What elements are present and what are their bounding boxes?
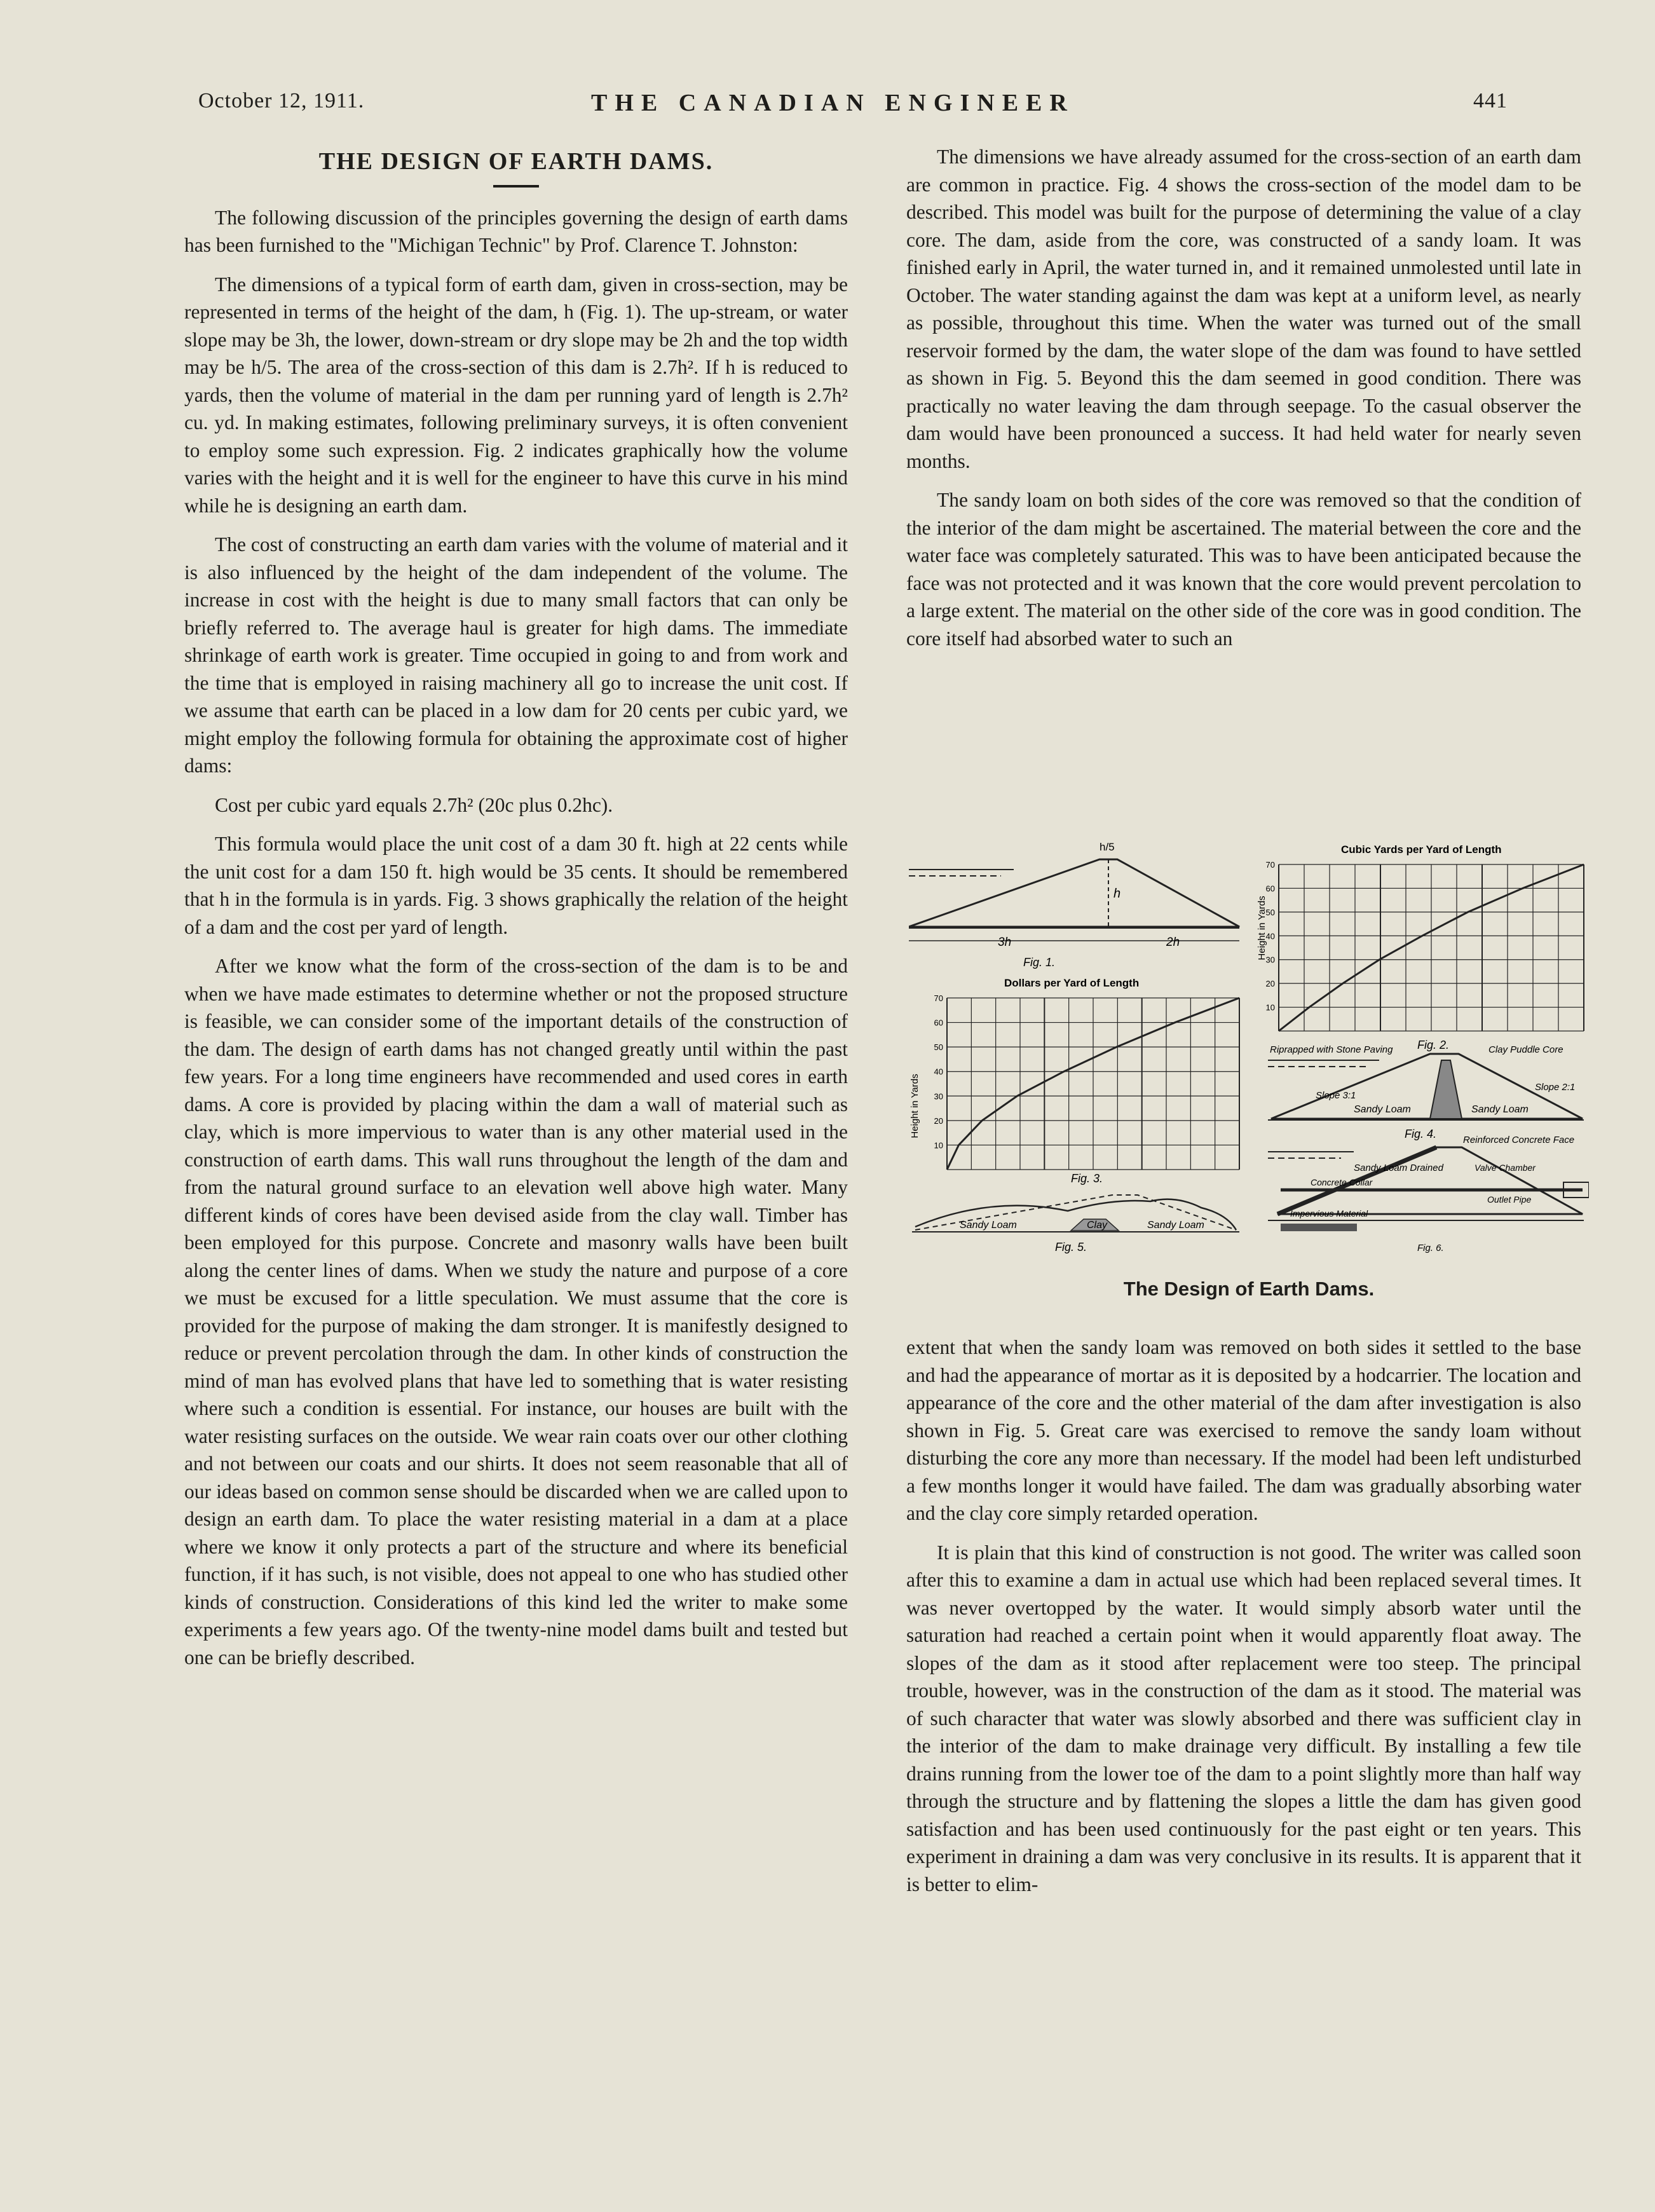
header-date: October 12, 1911. [198, 89, 365, 113]
y-tick-label: 70 [1265, 860, 1275, 870]
paragraph: The dimensions of a typical form of earth dam, given in cross-section, may be represented in terms of the height of the dam, h (Fig. 1). The up-stream, or water slope may be 3h, the lower, down-stream or dry slope may be 2h and the top width may be h/5. The area of the cross-section of this dam is 2.7h². If h is reduced to yards, then the volume of material in the dam per running yard of length is 2.7h² cu. yd. In making estimates, following preliminary surveys, it is often convenient to employ some such expression. Fig. 2 indicates graphically how the volume varies with the height and it is well for the engineer to have this curve in his mind while he is designing an earth dam. [184, 273, 848, 517]
y-tick-label: 60 [934, 1018, 943, 1028]
paragraph: The cost of constructing an earth dam varies with the volume of material and it is also influenced by the height of the dam independent of the volume. The increase in cost with the height is due to many small factors that can only be briefly referred to. The average haul is greater for high dams. The immediate shrinkage of earth work is greater. Time occupied in going to and from work and the time that is employed in raising machinery all go to increase the unit cost. If we assume that earth can be placed in a low dam for 20 cents per cubic yard, we might employ the following formula for obtaining the approximate cost of higher dams: [184, 533, 848, 777]
paragraph: After we know what the form of the cross-section of the dam is to be and when we have made estimates to determine whether or not the proposed structure is feasible, we can consider some of the important details of the construction of the dam. The design of earth dams has not changed greatly until within the past few years. For a long time engineers have recommended and used cores in earth dams. A core is provided by placing within the dam a wall of material such as clay, which is more impervious to water than is any other material used in the construction of earth dams. This wall runs throughout the length of the dam and from the natural ground surface to an elevation well above high water. Many different kinds of cores have been devised aside from the clay wall. Timber has been employed for this purpose. Concrete and masonry walls have been built along the center lines of dams. When we study the nature and purpose of a core we must be excused for a little speculation. We must assume that the core is provided for the purpose of making the dam stronger. It is manifestly designed to reduce or prevent percolation through the dam. In other kinds of construction the mind of man has evolved plans that have led to something that is water resisting where such a condition is essential. For instance, our houses are built with the water resisting surfaces on the outside. We wear rain coats over our other clothing and not between our coats and our shirts. It does not seem reasonable that all of our ideas based on common sense should be discarded when we are called upon to design an earth dam. To place the water resisting material in a dam at a place where we know it only protects a part of the structure and where its beneficial function, if it has such, is not visible, does not appeal to one who has studied other kinds of construction. Considerations of this kind led the writer to make some experiments a few years ago. Of the twenty-nine model dams built and tested but one can be briefly described. [184, 955, 848, 1669]
y-tick-label: 30 [934, 1091, 943, 1102]
y-tick-label: 10 [1265, 1002, 1275, 1013]
figures-svg [909, 839, 1589, 1278]
left-column [184, 143, 848, 1683]
fig1-top-label: h/5 [1100, 841, 1115, 853]
fig5-loam-right-label: Sandy Loam [1147, 1220, 1204, 1231]
fig4-model-dam [1268, 1044, 1584, 1140]
paragraph: It is plain that this kind of construction is not good. The writer was called soon after this to examine a dam in actual use which had been replaced several times. It was never overtopped by the water. It would simply absorb water until the saturation had reached a certain point when it would apparently float away. The slopes of the dam as it stood after replacement were too steep. The principal trouble, however, was in the construction of the dam as it stood. The material was of such character that water was slowly absorbed and there was sufficient clay in the interior of the dam to make drainage very difficult. By installing a few tile drains running from the lower toe of the dam to a point slightly more than half way through the structure and by flattening the slopes a little the dam has given good satisfaction and has been used continuously for the past eight or ten years. This experiment in draining a dam was very conclusive in its results. It is apparent that it is better to elim- [906, 1541, 1581, 1895]
fig5-label: Fig. 5. [1055, 1241, 1087, 1253]
y-tick-label: 10 [934, 1140, 943, 1150]
fig5-clay-label: Clay [1087, 1220, 1108, 1231]
fig6-impervious-label: Impervious Material [1290, 1208, 1368, 1219]
fig1-dam-cross-section [909, 841, 1239, 969]
paragraph: The dimensions we have already assumed for the cross-section of an earth dam are common in practice. Fig. 4 shows the cross-section of the model dam to be described. This model was built for the purpose of determining the value of a clay core. The dam, aside from the core, was constructed of a sandy loam. It was finished early in April, the water turned in, and it remained unmolested until late in October. The water standing against the dam was kept at a uniform level, as nearly as possible, throughout this time. When the water was turned out of the small reservoir formed by the dam, the water slope of the dam was found to have settled as shown in Fig. 5. Beyond this the dam seemed in good condition. There was practically no water leaving the dam through seepage. To the casual observer the dam would have been pronounced a success. It had held water for nearly seven months. [906, 146, 1581, 472]
fig6-chamber-label: Valve Chamber [1475, 1163, 1536, 1173]
fig1-downstream-label: 2h [1166, 936, 1180, 949]
fig4-clay-core [1430, 1060, 1462, 1119]
fig3-title: Dollars per Yard of Length [1004, 977, 1140, 989]
fig6-collar-label: Concrete Collar [1311, 1177, 1373, 1187]
y-tick-label: 20 [934, 1116, 943, 1126]
fig1-height-label: h [1114, 887, 1121, 901]
right-column-top [906, 143, 1581, 664]
fig2-y-ticks [1266, 860, 1275, 1013]
figure-panel [909, 839, 1589, 1309]
fig4-slope-down-label: Slope 2:1 [1535, 1082, 1576, 1093]
fig2-label: Fig. 2. [1417, 1039, 1450, 1051]
fig3-label: Fig. 3. [1071, 1172, 1103, 1185]
fig3-ylabel: Height in Yards [909, 1074, 920, 1138]
fig4-core-label: Clay Puddle Core [1488, 1044, 1563, 1055]
fig6-label: Fig. 6. [1417, 1243, 1444, 1253]
fig4-slope-up-label: Slope 3:1 [1316, 1090, 1356, 1101]
y-tick-label: 30 [1265, 955, 1275, 965]
fig2-ylabel: Height in Yards [1257, 896, 1267, 960]
fig4-loam-right-label: Sandy Loam [1471, 1104, 1529, 1115]
y-tick-label: 50 [1265, 907, 1275, 917]
y-tick-label: 20 [1265, 979, 1275, 989]
paragraph: The sandy loam on both sides of the core was removed so that the condition of the interior of the dam might be ascertained. The material between the core and the water face was completely saturated. This was to have been anticipated because the face was not protected and it was known that the core would prevent percolation to a large extent. The material on the other side of the core was in good condition. The core itself had absorbed water to such an [906, 489, 1581, 650]
fig6-face-label: Reinforced Concrete Face [1463, 1135, 1575, 1145]
fig2-grid [1279, 864, 1584, 1031]
y-tick-label: 60 [1265, 884, 1275, 894]
paragraph: This formula would place the unit cost of a dam 30 ft. high at 22 cents while the unit cost for a dam 150 ft. high would be 35 cents. It should be remembered that h in the formula is in yards. Fig. 3 shows graphically the relation of the height of a dam and the cost per yard of length. [184, 833, 848, 938]
y-tick-label: 40 [1265, 931, 1275, 941]
fig4-loam-left-label: Sandy Loam [1354, 1104, 1411, 1115]
fig6-impervious-layer [1281, 1224, 1357, 1231]
header-journal-title: THE CANADIAN ENGINEER [591, 90, 1075, 116]
fig5-settled-dam [912, 1195, 1239, 1253]
paragraph: extent that when the sandy loam was removed on both sides it settled to the base and had the appearance of mortar as it is deposited by a hodcarrier. The location and appearance of the core and the other material of the dam after investigation is also shown in Fig. 5. Great care was exercised to remove the sandy loam without disturbing the core any more than necessary. If the model had been left undisturbed a few months longer it would have failed. The dam was gradually absorbing water and the clay core simply retarded operation. [906, 1336, 1581, 1524]
y-tick-label: 50 [934, 1042, 943, 1053]
fig4-label: Fig. 4. [1405, 1128, 1437, 1140]
fig2-title: Cubic Yards per Yard of Length [1341, 843, 1502, 856]
article-title: THE DESIGN OF EARTH DAMS. [318, 148, 714, 175]
fig5-loam-left-label: Sandy Loam [960, 1220, 1017, 1231]
fig6-pipe-label: Outlet Pipe [1487, 1194, 1532, 1205]
fig2-chart [1257, 843, 1584, 1051]
title-rule [493, 185, 539, 188]
fig1-label: Fig. 1. [1023, 956, 1056, 969]
cost-formula: Cost per cubic yard equals 2.7h² (20c plus 0.2hc). [215, 793, 613, 816]
fig3-chart [909, 977, 1239, 1185]
figure-caption: The Design of Earth Dams. [1123, 1278, 1375, 1300]
paragraph: The following discussion of the principles governing the design of earth dams has been furnished to the "Michigan Technic" by Prof. Clarence T. Johnston: [184, 206, 848, 256]
fig4-riprap-label: Riprapped with Stone Paving [1270, 1044, 1393, 1055]
right-column-bottom [906, 1334, 1581, 1909]
fig6-concrete-face-dam [1268, 1135, 1589, 1253]
y-tick-label: 40 [934, 1067, 943, 1077]
fig3-grid [947, 998, 1239, 1170]
y-tick-label: 70 [934, 993, 943, 1003]
fig3-y-ticks [934, 993, 943, 1150]
fig1-upstream-label: 3h [998, 936, 1012, 949]
fig6-drained-label: Sandy Loam Drained [1354, 1163, 1443, 1173]
header-page-number: 441 [1473, 89, 1508, 113]
